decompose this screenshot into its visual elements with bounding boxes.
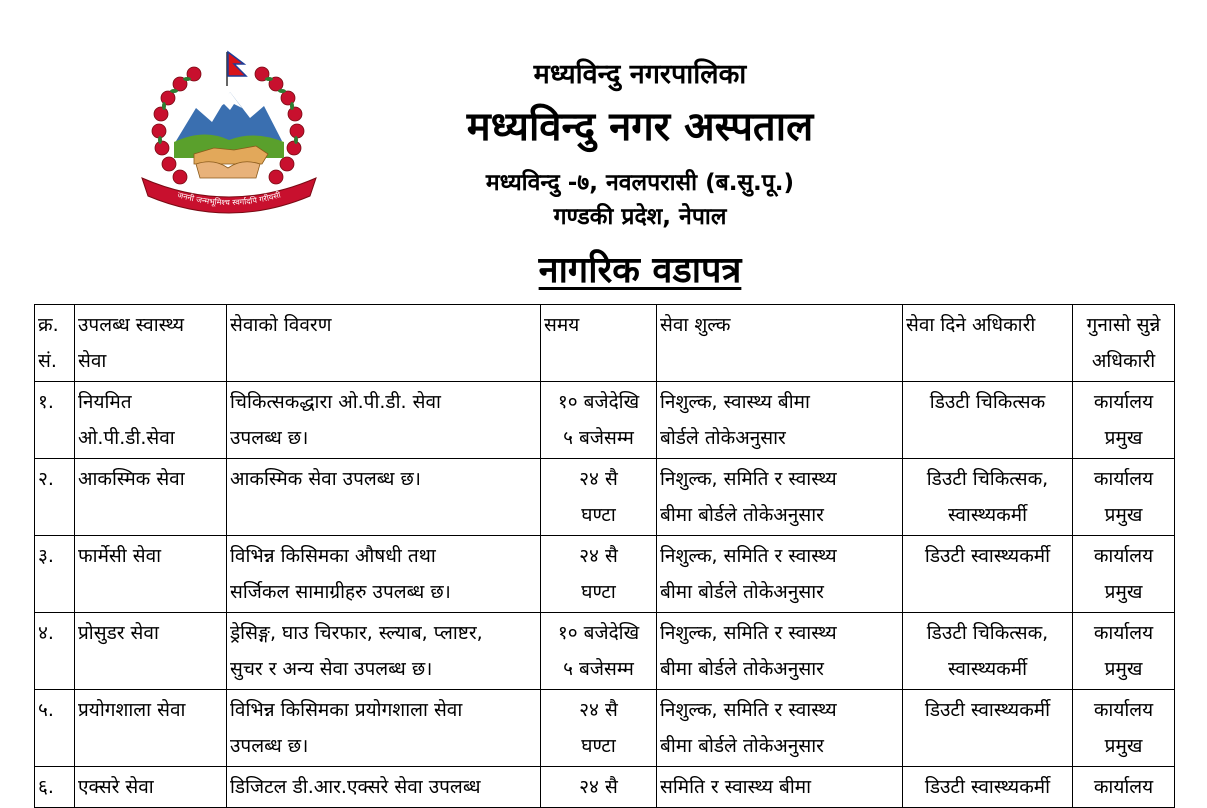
cell-text: प्रमुख <box>1104 581 1143 603</box>
cell-text: प्रमुख <box>1104 735 1143 757</box>
cell-fee <box>657 690 903 767</box>
cell-text: बीमा बोर्डले तोकेअनुसार <box>660 735 824 757</box>
cell-text: बोर्डले तोकेअनुसार <box>660 427 786 449</box>
column-header-description <box>227 305 541 382</box>
cell-text: निशुल्क, समिति र स्वास्थ्य <box>660 622 837 644</box>
table-body <box>35 382 1175 808</box>
cell-text: डिउटी चिकित्सक, <box>926 622 1049 644</box>
cell-text: ५ बजेसम्म <box>563 427 634 449</box>
cell-text: २४ सै <box>579 545 618 567</box>
cell-fee <box>657 382 903 459</box>
cell-text: एक्सरे सेवा <box>78 776 154 798</box>
cell-time <box>541 613 657 690</box>
cell-fee <box>657 459 903 536</box>
cell-service <box>75 690 227 767</box>
cell-service <box>75 767 227 808</box>
hospital-name: मध्यविन्दु नगर अस्पताल <box>466 104 814 150</box>
cell-provider <box>903 459 1073 536</box>
cell-text: निशुल्क, समिति र स्वास्थ्य <box>660 545 837 567</box>
cell-serial <box>35 536 75 613</box>
cell-text: स्वास्थ्यकर्मी <box>947 504 1028 526</box>
cell-time <box>541 536 657 613</box>
cell-fee <box>657 536 903 613</box>
cell-time <box>541 382 657 459</box>
cell-text: २४ सै <box>579 468 618 490</box>
cell-text: प्रमुख <box>1104 658 1143 680</box>
cell-fee <box>657 613 903 690</box>
cell-text: डिउटी स्वास्थ्यकर्मी <box>924 699 1051 721</box>
cell-text: १. <box>38 391 54 413</box>
cell-text: कार्यालय <box>1093 391 1154 413</box>
hospital-address: मध्यविन्दु -७, नवलपरासी (ब.सु.पू.) <box>485 170 795 196</box>
cell-service <box>75 536 227 613</box>
cell-text: प्रमुख <box>1104 504 1143 526</box>
column-header-serial <box>35 305 75 382</box>
cell-text: बीमा बोर्डले तोकेअनुसार <box>660 504 824 526</box>
cell-text: डिउटी स्वास्थ्यकर्मी <box>924 776 1051 798</box>
table-row <box>35 536 1175 613</box>
cell-service <box>75 613 227 690</box>
citizen-charter-table <box>34 304 1175 808</box>
header-text: सेवा दिने अधिकारी <box>906 314 1036 336</box>
cell-text: निशुल्क, समिति र स्वास्थ्य <box>660 468 837 490</box>
cell-text: कार्यालय <box>1093 776 1154 798</box>
cell-text: डिजिटल डी.आर.एक्सरे सेवा उपलब्ध <box>230 776 481 798</box>
header-text: उपलब्ध स्वास्थ्य <box>78 314 185 336</box>
cell-text: स्वास्थ्यकर्मी <box>947 658 1028 680</box>
cell-text: आकस्मिक सेवा <box>78 468 185 490</box>
cell-text: ड्रेसिङ्ग, घाउ चिरफार, स्ल्याब, प्लाष्टर, <box>230 622 483 644</box>
cell-description <box>227 690 541 767</box>
cell-grievance-officer <box>1073 536 1175 613</box>
cell-text: निशुल्क, स्वास्थ्य बीमा <box>660 391 810 413</box>
cell-text: सर्जिकल सामाग्रीहरु उपलब्ध छ। <box>230 581 451 603</box>
cell-text: ३. <box>38 545 54 567</box>
header-text: सेवाको विवरण <box>230 314 332 336</box>
cell-text: फार्मेसी सेवा <box>78 545 162 567</box>
cell-text: कार्यालय <box>1093 545 1154 567</box>
cell-text: उपलब्ध छ। <box>230 735 309 757</box>
cell-text: ओ.पी.डी.सेवा <box>78 427 175 449</box>
cell-service <box>75 382 227 459</box>
header-text: समय <box>544 314 580 336</box>
cell-serial <box>35 382 75 459</box>
nepal-emblem-icon <box>134 46 324 216</box>
municipality-name: मध्यविन्दु नगरपालिका <box>533 59 747 90</box>
column-header-fee <box>657 305 903 382</box>
cell-text: समिति र स्वास्थ्य बीमा <box>660 776 812 798</box>
hospital-province: गण्डकी प्रदेश, नेपाल <box>553 204 727 230</box>
cell-text: बीमा बोर्डले तोकेअनुसार <box>660 581 824 603</box>
cell-description <box>227 767 541 808</box>
cell-description <box>227 382 541 459</box>
cell-text: सुचर र अन्य सेवा उपलब्ध छ। <box>230 658 433 680</box>
cell-text: डिउटी चिकित्सक <box>929 391 1046 413</box>
cell-text: उपलब्ध छ। <box>230 427 309 449</box>
column-header-time <box>541 305 657 382</box>
table-header-row <box>35 305 1175 382</box>
cell-text: प्रयोगशाला सेवा <box>78 699 186 721</box>
column-header-provider <box>903 305 1073 382</box>
cell-time <box>541 459 657 536</box>
cell-text: ४. <box>38 622 54 644</box>
cell-grievance-officer <box>1073 382 1175 459</box>
cell-text: नियमित <box>78 391 132 413</box>
cell-text: कार्यालय <box>1093 468 1154 490</box>
cell-text: २. <box>38 468 54 490</box>
cell-text: बीमा बोर्डले तोकेअनुसार <box>660 658 824 680</box>
cell-serial <box>35 459 75 536</box>
cell-provider <box>903 767 1073 808</box>
header-text: सेवा <box>78 350 107 372</box>
cell-text: १० बजेदेखि <box>557 622 640 644</box>
cell-text: विभिन्न किसिमका प्रयोगशाला सेवा <box>230 699 463 721</box>
cell-text: निशुल्क, समिति र स्वास्थ्य <box>660 699 837 721</box>
cell-grievance-officer <box>1073 613 1175 690</box>
cell-text: घण्टा <box>581 581 616 603</box>
cell-text: १० बजेदेखि <box>557 391 640 413</box>
emblem-motto: जननी जन्मभूमिश्च स्वर्गादपि गरीयसी <box>176 190 282 208</box>
cell-serial <box>35 690 75 767</box>
cell-text: २४ सै <box>579 776 618 798</box>
header-text: सेवा शुल्क <box>660 314 731 336</box>
cell-text: प्रोसुडर सेवा <box>78 622 159 644</box>
cell-text: ६. <box>38 776 54 798</box>
cell-description <box>227 613 541 690</box>
cell-provider <box>903 690 1073 767</box>
table-row <box>35 690 1175 767</box>
cell-service <box>75 459 227 536</box>
cell-text: घण्टा <box>581 504 616 526</box>
cell-grievance-officer <box>1073 690 1175 767</box>
cell-fee <box>657 767 903 808</box>
cell-text: विभिन्न किसिमका औषधी तथा <box>230 545 436 567</box>
cell-provider <box>903 536 1073 613</box>
cell-text: ५. <box>38 699 54 721</box>
header-text: क्र. <box>38 314 59 336</box>
header-text: अधिकारी <box>1091 350 1156 372</box>
column-header-service <box>75 305 227 382</box>
table-row <box>35 382 1175 459</box>
cell-text: ५ बजेसम्म <box>563 658 634 680</box>
cell-serial <box>35 767 75 808</box>
table-row <box>35 767 1175 808</box>
cell-text: प्रमुख <box>1104 427 1143 449</box>
cell-description <box>227 536 541 613</box>
cell-description <box>227 459 541 536</box>
cell-text: घण्टा <box>581 735 616 757</box>
cell-provider <box>903 613 1073 690</box>
cell-time <box>541 767 657 808</box>
cell-text: डिउटी स्वास्थ्यकर्मी <box>924 545 1051 567</box>
cell-grievance-officer <box>1073 767 1175 808</box>
cell-time <box>541 690 657 767</box>
cell-text: डिउटी चिकित्सक, <box>926 468 1049 490</box>
page-title: नागरिक वडापत्र <box>538 250 742 291</box>
cell-provider <box>903 382 1073 459</box>
column-header-grievance-officer <box>1073 305 1175 382</box>
cell-grievance-officer <box>1073 459 1175 536</box>
cell-text: कार्यालय <box>1093 622 1154 644</box>
cell-text: २४ सै <box>579 699 618 721</box>
header-text: सं. <box>38 350 57 372</box>
cell-serial <box>35 613 75 690</box>
cell-text: आकस्मिक सेवा उपलब्ध छ। <box>230 468 421 490</box>
table-row <box>35 613 1175 690</box>
cell-text: चिकित्सकद्धारा ओ.पी.डी. सेवा <box>230 391 441 413</box>
header-text: गुनासो सुन्ने <box>1086 314 1161 336</box>
table-row <box>35 459 1175 536</box>
cell-text: कार्यालय <box>1093 699 1154 721</box>
